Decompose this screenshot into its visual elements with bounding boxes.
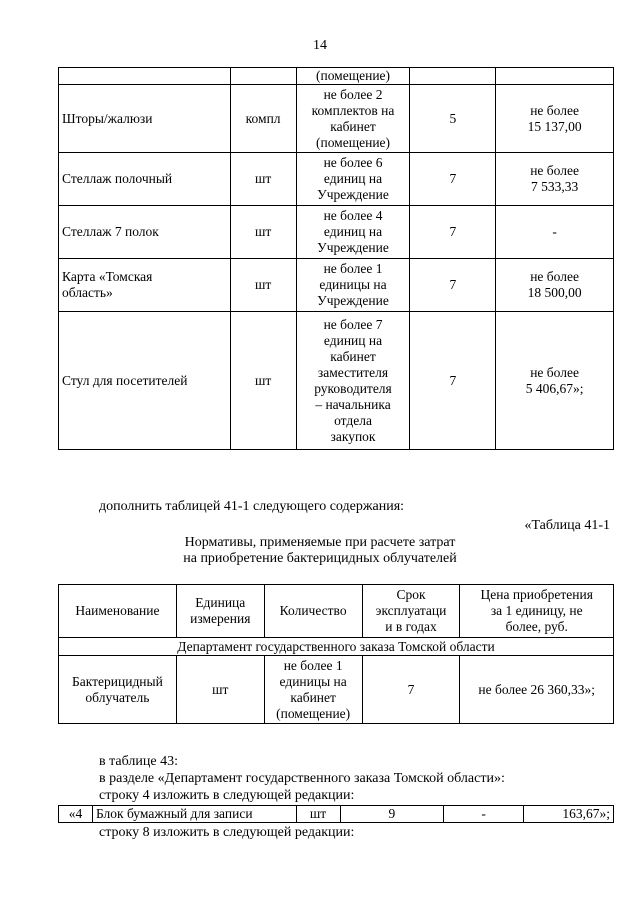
cell-term [410, 68, 496, 85]
header-term: Срок эксплуатаци и в годах [362, 585, 460, 638]
table-row [59, 312, 614, 450]
cell-unit [230, 68, 296, 85]
table-row [59, 656, 614, 724]
section-row [59, 638, 614, 656]
cell-unit: шт [176, 656, 264, 724]
cell-dash: - [444, 806, 524, 823]
cell-name: Блок бумажный для записи [92, 806, 296, 823]
equipment-table [58, 67, 614, 450]
cell-unit: компл [230, 85, 296, 153]
cell-price: не более 5 406,67»; [496, 312, 614, 450]
cell-qty: (помещение) [296, 68, 410, 85]
table-row [59, 806, 614, 823]
cell-unit: шт [296, 806, 340, 823]
paragraph-table-43: в таблице 43: [99, 754, 178, 769]
header-qty: Количество [264, 585, 362, 638]
cell-name: Карта «Томская область» [59, 259, 231, 312]
table-row [59, 206, 614, 259]
paragraph-section: в разделе «Департамент государственного заказа Томской области»: [99, 771, 505, 786]
header-name: Наименование [59, 585, 177, 638]
cell-unit: шт [230, 206, 296, 259]
cell-qty: не более 2 комплектов на кабинет (помещение) [296, 85, 410, 153]
cell-unit: шт [230, 259, 296, 312]
cell-price: не более 15 137,00 [496, 85, 614, 153]
cell-qty: не более 6 единиц на Учреждение [296, 153, 410, 206]
table-row [59, 153, 614, 206]
table-header-row [59, 585, 614, 638]
table-row [59, 259, 614, 312]
cell-name: Бактерицидный облучатель [59, 656, 177, 724]
cell-name: Стеллаж полочный [59, 153, 231, 206]
header-price: Цена приобретения за 1 единицу, не более, руб. [460, 585, 614, 638]
paragraph-add-table: дополнить таблицей 41-1 следующего содержания: [99, 499, 405, 514]
cell-term: 7 [410, 153, 496, 206]
cell-term: 7 [362, 656, 460, 724]
cell-term: 7 [410, 312, 496, 450]
cell-name: Стеллаж 7 полок [59, 206, 231, 259]
table-row [59, 68, 614, 85]
cell-name [59, 68, 231, 85]
cell-qty: не более 1 единицы на Учреждение [296, 259, 410, 312]
section-title: Департамент государственного заказа Томской области [59, 638, 614, 656]
cell-name: Шторы/жалюзи [59, 85, 231, 153]
cell-price: 163,67»; [524, 806, 614, 823]
cell-qty: не более 7 единиц на кабинет заместителя руководителя – начальника отдела закупок [296, 312, 410, 450]
cell-price: не более 26 360,33»; [460, 656, 614, 724]
cell-unit: шт [230, 153, 296, 206]
cell-price: не более 7 533,33 [496, 153, 614, 206]
cell-term: 5 [410, 85, 496, 153]
table43-row4 [58, 805, 614, 823]
cell-term: 7 [410, 259, 496, 312]
table-reference: «Таблица 41-1 [524, 518, 610, 533]
cell-term: 9 [340, 806, 444, 823]
header-unit: Единица измерения [176, 585, 264, 638]
cell-price: не более 18 500,00 [496, 259, 614, 312]
cell-unit: шт [230, 312, 296, 450]
cell-qty: не более 4 единиц на Учреждение [296, 206, 410, 259]
page-number: 14 [313, 38, 327, 53]
paragraph-row-4: строку 4 изложить в следующей редакции: [99, 788, 355, 803]
table-row [59, 85, 614, 153]
cell-num: «4 [59, 806, 93, 823]
cell-name: Стул для посетителей [59, 312, 231, 450]
irradiator-table [58, 584, 614, 724]
cell-price: - [496, 206, 614, 259]
cell-qty: не более 1 единицы на кабинет (помещение) [264, 656, 362, 724]
cell-term: 7 [410, 206, 496, 259]
table-heading: Нормативы, применяемые при расчете затрат на приобретение бактерицидных облучателей [183, 535, 457, 566]
cell-price [496, 68, 614, 85]
paragraph-row-8: строку 8 изложить в следующей редакции: [99, 825, 355, 840]
